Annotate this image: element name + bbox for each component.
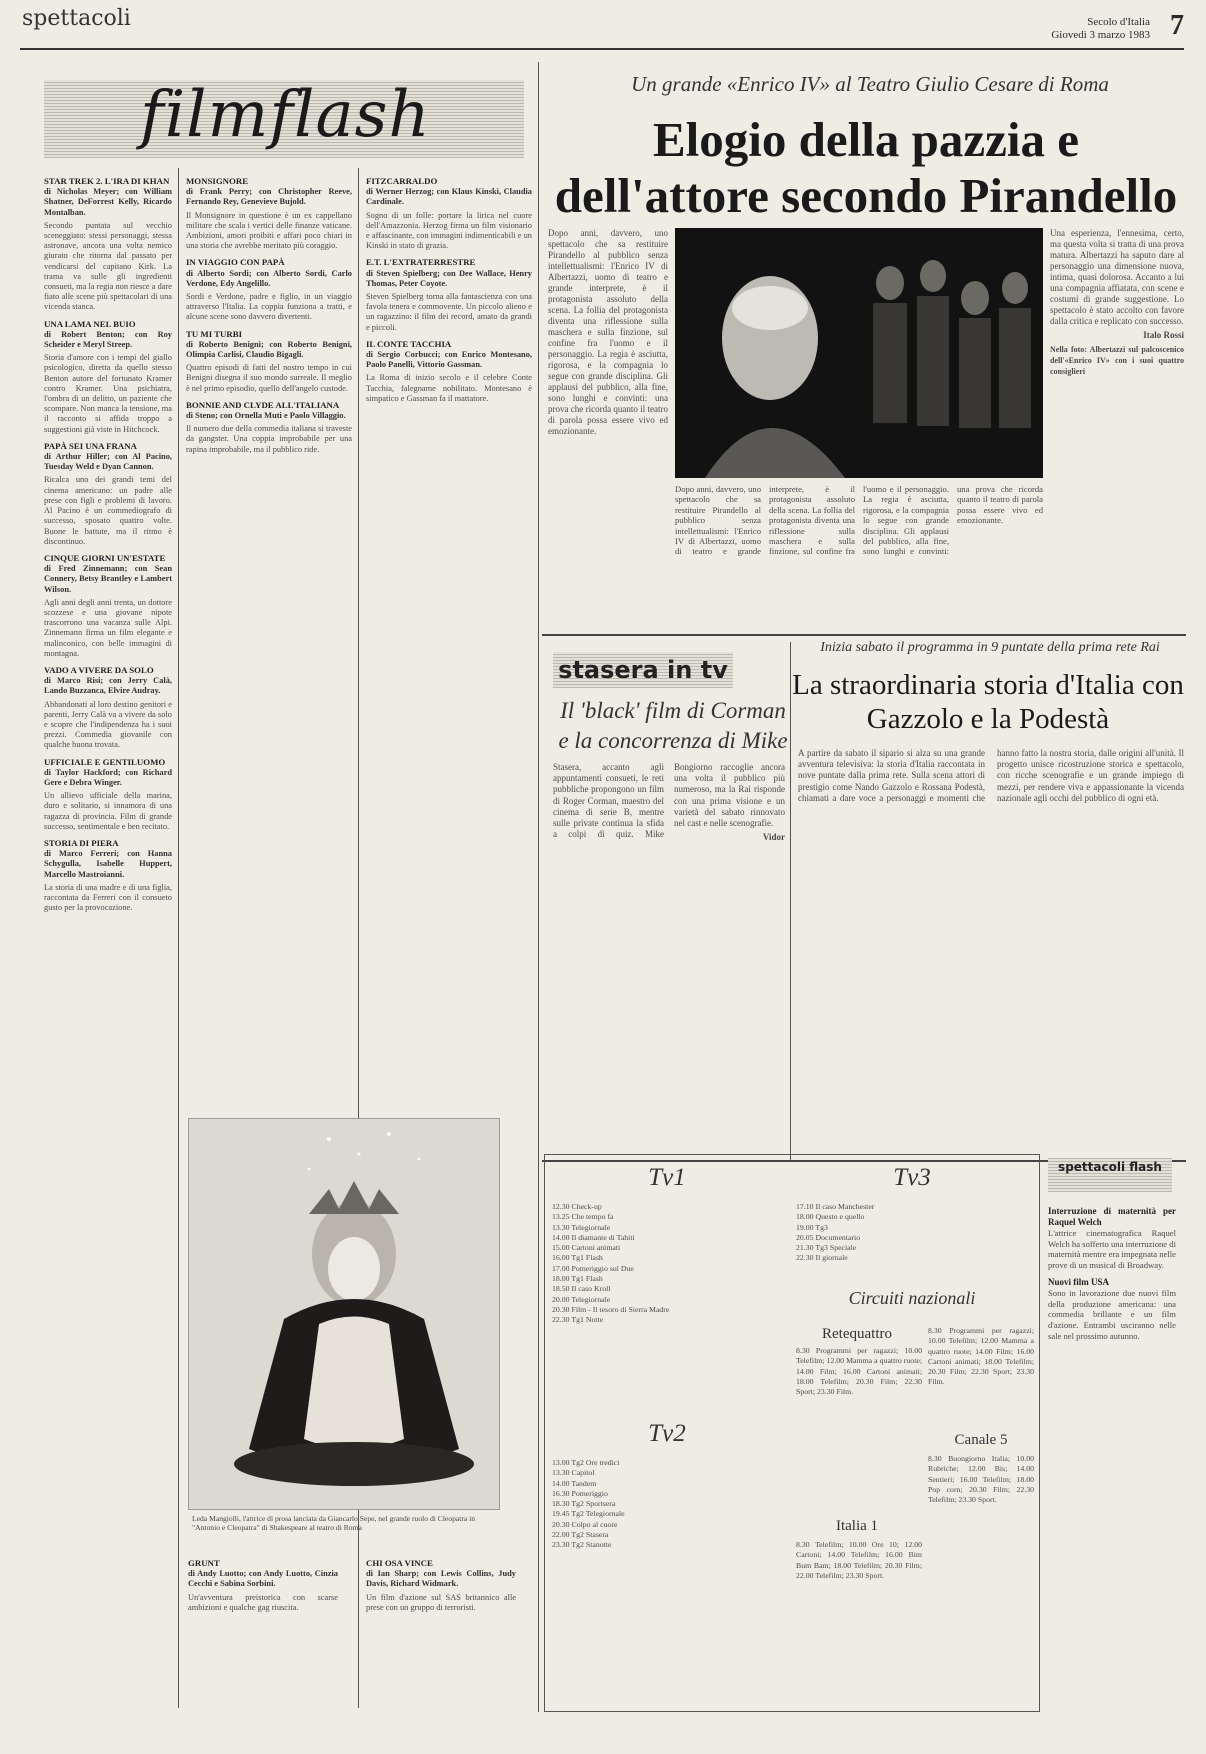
masthead bbox=[1051, 16, 1150, 42]
tv1-listing: 12.30 Check-up 13.25 Che tempo fa 13.30 Telegiornale 14.00 Il diamante di Tahiti 15.00 Cartoni animati 16.00 Tg1 Flash 17.00 Pomeriggio sul Due 18.00 Tg1 Flash 18.50 Il caso Kroll 20.00 Telegiornale 20.30 Film - Il tesoro di Sierra Madre 22.30 Tg1 Notte bbox=[552, 1202, 670, 1325]
stage-illustration bbox=[675, 228, 1043, 478]
stasera-body: Stasera, accanto agli appuntamenti consueti, le reti pubbliche propongono un film di Roger Corman, maestro del cinema di serie B, mentre sulle private continua la sfida a colpi di quiz. Mike Bongiorno raccoglie ancora una volta il pubblico più numeroso, ma la Rai risponde con una prima visione e un varietà del sabato rinnovato nel cast e nelle scenografie. Vidor bbox=[553, 762, 785, 843]
review: UFFICIALE E GENTILUOMO di Taylor Hackford; con Richard Gere e Debra Winger. Un allievo ufficiale della marina, duro e solitario, si innamora di una ragazza di provincia. Film di grande successo, sentimentale e ben recitato. bbox=[44, 756, 172, 831]
page-number: 7 bbox=[1170, 10, 1184, 41]
review: IN VIAGGIO CON PAPÀ di Alberto Sordi; con Alberto Sordi, Carlo Verdone, Edy Angelillo. Sordi e Verdone, padre e figlio, in un viaggio attraverso l'Italia. La coppia funziona a tratti, e alcune scene sono davvero divertenti. bbox=[186, 257, 352, 322]
retequattro-title: Retequattro bbox=[822, 1326, 892, 1342]
filmflash-column-3-bottom bbox=[366, 1552, 516, 1712]
review: STORIA DI PIERA di Marco Ferreri; con Hanna Schygulla, Isabelle Huppert, Marcello Mastroianni. La storia di una madre e di una figlia, raccontata da Ferreri con il consueto gusto per la provocazione. bbox=[44, 837, 172, 913]
retequattro-listing-cont: 8.30 Programmi per ragazzi; 10.00 Telefilm; 12.00 Mamma a quattro ruote; 14.00 Film; 16.00 Cartoni animati; 18.00 Telefilm; 20.30 Film; 22.30 Sport; 23.30 Film. bbox=[928, 1326, 1034, 1387]
stasera-signature: Vidor bbox=[762, 832, 785, 843]
flash-item: Nuovi film USA Sono in lavorazione due nuovi film della produzione americana: una commedia brillante e un film d'azione. Entrambi usciranno nelle sale nel prossimo autunno. bbox=[1048, 1276, 1176, 1341]
top-rule bbox=[20, 48, 1184, 50]
actress-illustration bbox=[189, 1119, 500, 1510]
spettacoli-flash-column bbox=[1048, 1200, 1176, 1710]
tv3-title: Tv3 bbox=[893, 1164, 931, 1191]
photo-albertazzi bbox=[675, 228, 1043, 478]
review: E.T. L'EXTRATERRESTRE di Steven Spielberg; con Dee Wallace, Henry Thomas, Peter Coyote. Steven Spielberg torna alla fantascienza con una favola tenera e commovente. Un piccolo alieno e un ragazzino: il film dei record, amato da grandi e piccoli. bbox=[366, 257, 532, 332]
photo-actress-caption: Leda Mangiolli, l'attrice di prosa lanciata da Giancarlo Sepe, nel grande ruolo di Cleopatra in "Antonio e Cleopatra" di Shakespeare al teatro di Roma bbox=[192, 1514, 476, 1532]
review: MONSIGNORE di Frank Perry; con Christopher Reeve, Fernando Rey, Genevieve Bujold. Il Monsignore in questione è un ex cappellano militare che scala i vertici delle finanze vaticane. Ambizioni, amori proibiti e affari poco chiari in una storia che avrebbe meritato più coraggio. bbox=[186, 176, 352, 251]
canale5-title: Canale 5 bbox=[954, 1432, 1008, 1448]
review: VADO A VIVERE DA SOLO di Marco Risi; con Jerry Calà, Lando Buzzanca, Elvire Audray. Abbandonati al loro destino genitori e parenti, Jerry Calà va a vivere da solo e scopre che l'indipendenza ha i suoi prezzi. Commedia giovanile con qualche buona trovata. bbox=[44, 664, 172, 750]
filmflash-column-2 bbox=[186, 170, 352, 1110]
section-label: spettacoli bbox=[22, 6, 131, 31]
review: UNA LAMA NEL BUIO di Robert Benton; con Roy Scheider e Meryl Streep. Storia d'amore con i tempi del giallo psicologico, diretta da quello stesso Benton autore del fortunato Kramer contro Kramer. Una psichiatra, l'ombra di un delitto, un paziente che scompare. Non manca la tensione, ma il racconto si affida troppo a suggestioni già viste in Hitchcock. bbox=[44, 318, 172, 434]
italia-body: A partire da sabato il sipario si alza su una grande avventura televisiva: la storia d'Italia raccontata in nove puntate dalla prima rete. Sulla scena attori di prestigio come Nando Gazzolo e Rossana Podestà, chiamati a dare voce a personaggi e momenti che hanno fatto la nostra storia, dalle origini all'unità. Il progetto unisce ricostruzione storica e spettacolo, con ricche scenografie e un grande impiego di mezzi, per rendere viva e appassionante la vicenda nazionale agli occhi del pubblico di ogni età. bbox=[798, 748, 1184, 803]
issue-date: Giovedì 3 marzo 1983 bbox=[1051, 29, 1150, 41]
circuiti-title: Circuiti nazionali bbox=[848, 1288, 976, 1308]
filmflash-column-2-bottom bbox=[188, 1552, 338, 1712]
retequattro-listing: 8.30 Programmi per ragazzi; 10.00 Telefilm; 12.00 Mamma a quattro ruote; 14.00 Film; 16.00 Cartoni animati; 18.00 Telefilm; 20.30 Film; 22.30 Sport; 23.30 Film. bbox=[796, 1346, 922, 1397]
stasera-title: stasera in tv bbox=[558, 656, 728, 684]
tv2-listing: 13.00 Tg2 Ore tredici 13.30 Capitol 14.00 Tandem 16.30 Pomeriggio 18.30 Tg2 Sportsera 19.45 Tg2 Telegiornale 20.30 Colpo al cuore 22.00 Tg2 Stasera 23.30 Tg2 Stanotte bbox=[552, 1458, 625, 1550]
tv3-listing: 17.10 Il caso Manchester 18.00 Questo e quello 19.00 Tg3 20.05 Documentario 21.30 Tg3 Speciale 22.30 Il giornale bbox=[796, 1202, 875, 1263]
review: FITZCARRALDO di Werner Herzog; con Klaus Kinski, Claudia Cardinale. Sogno di un folle: portare la lirica nel cuore dell'Amazzonia. Herzog firma un film visionario e affascinante, con immagini indimenticabili e un Kinski in stato di grazia. bbox=[366, 176, 532, 251]
enrico-signature: Italo Rossi bbox=[1143, 330, 1184, 340]
enrico-side-column: Una esperienza, l'ennesima, certo, ma questa volta si tratta di una prova matura. Albertazzi ha saputo dare al personaggio una dimensione nuova, intima, quasi dolorosa. Accanto a lui una compagnia affiatata, con scene e costumi di grande suggestione. Lo spettacolo è stato accolto con favore dalla critica e replicato con successo. Italo Rossi Nella foto: Albertazzi sul palcoscenico dell'«Enrico IV» con i suoi quattro consiglieri bbox=[1050, 228, 1184, 376]
italia-headline: La straordinaria storia d'Italia con Gazzolo e la Podestà bbox=[792, 669, 1184, 735]
italia-kicker: Inizia sabato il programma in 9 puntate della prima rete Rai bbox=[820, 640, 1160, 655]
paper-name: Secolo d'Italia bbox=[1087, 16, 1150, 28]
enrico-body-lower: Dopo anni, davvero, uno spettacolo che sa restituire Pirandello al pubblico senza intellettualismi: l'Enrico IV di Albertazzi, uomo di teatro e grande interprete, è il protagonista assoluto della scena. La follia del protagonista diventa una riflessione sulla maschera e sulla finzione, sul confine fra l'uomo e il personaggio. La regia è asciutta, rigorosa, e la compagnia lo segue con grande disciplina. Gli applausi del pubblico, alla fine, sono lunghi e convinti: una prova che ricorda quanto il teatro di parola possa essere vivo ed emozionante. bbox=[675, 484, 1043, 557]
filmflash-column-1 bbox=[44, 170, 172, 1710]
filmflash-title: filmflash bbox=[140, 78, 431, 152]
review: CINQUE GIORNI UN'ESTATE di Fred Zinnemann; con Sean Connery, Betsy Brantley e Lambert Wilson. Agli anni degli anni trenta, un dottore scozzese e una giovane nipote trascorrono una vacanza sulle Alpi. Zinnemann firma un film elegante e malinconico, con belle immagini di montagna. bbox=[44, 552, 172, 658]
spettacoli-flash-banner: spettacoli flash bbox=[1048, 1158, 1172, 1192]
column-rule bbox=[538, 62, 539, 1712]
column-rule bbox=[178, 168, 179, 1708]
enrico-headline: Elogio della pazzia e dell'attore secondo Pirandello bbox=[554, 112, 1178, 223]
filmflash-column-3 bbox=[366, 170, 532, 1110]
tv1-title: Tv1 bbox=[648, 1164, 686, 1191]
review: STAR TREK 2. L'IRA DI KHAN di Nicholas Meyer; con William Shatner, DeForrest Kelly, Ricardo Montalban. Secondo puntata sul vecchio sceneggiato: stessi personaggi, stessa astronave, ancora una volta nemico giurato che ritorna dal passato per vendicarsi del capitano Kirk. La trama va sulle gli ingredienti consueti, ma la regia non riesce a dare fiato alle scene più spettacolari di una vicenda stanca. bbox=[44, 176, 172, 312]
canale5-listing: 8.30 Buongiorno Italia; 10.00 Rubriche; 12.00 Bis; 14.00 Sentieri; 16.00 Telefilm; 18.00 Pop corn; 20.30 Film; 22.30 Telefilm; 23.30 Sport. bbox=[928, 1454, 1034, 1505]
enrico-photo-caption: Nella foto: Albertazzi sul palcoscenico dell'«Enrico IV» con i suoi quattro consiglieri bbox=[1050, 345, 1184, 376]
section-rule bbox=[542, 634, 1186, 636]
tv2-title: Tv2 bbox=[648, 1420, 686, 1447]
review: CHI OSA VINCE di Ian Sharp; con Lewis Collins, Judy Davis, Richard Widmark. Un film d'azione sul SAS britannico alle prese con un gruppo di terroristi. bbox=[366, 1558, 516, 1612]
italia1-title: Italia 1 bbox=[835, 1518, 879, 1534]
stasera-headline: Il 'black' film di Corman e la concorrenza di Mike bbox=[558, 698, 788, 753]
italia1-listing: 8.30 Telefilm; 10.00 Ore 10; 12.00 Cartoni; 14.00 Telefilm; 16.00 Bim Bum Bam; 18.00 Telefilm; 20.30 Film; 22.00 Telefilm; 23.30 Sport. bbox=[796, 1540, 922, 1580]
photo-actress bbox=[188, 1118, 500, 1510]
enrico-body-col-1: Dopo anni, davvero, uno spettacolo che sa restituire Pirandello al pubblico senza intellettualismi: l'Enrico IV di Albertazzi, uomo di teatro e grande interprete, è il protagonista assoluto della scena. La follia del protagonista diventa una riflessione sulla maschera e sulla finzione, sul confine fra l'uomo e il personaggio. La regia è asciutta, rigorosa, e la compagnia lo segue con grande disciplina. Gli applausi del pubblico, alla fine, sono lunghi e convinti: una prova che ricorda quanto il teatro di parola possa essere vivo ed emozionante. bbox=[548, 228, 668, 436]
enrico-kicker: Un grande «Enrico IV» al Teatro Giulio Cesare di Roma bbox=[631, 72, 1109, 96]
flash-item: Interruzione di maternità per Raquel Welch L'attrice cinematografica Raquel Welch ha sofferto una interruzione di maternità mentre era impegnata nelle prove di un musical di Broadway. bbox=[1048, 1206, 1176, 1270]
review: BONNIE AND CLYDE ALL'ITALIANA di Steno; con Ornella Muti e Paolo Villaggio. Il numero due della commedia italiana si traveste da gangster. Una coppia improbabile per una rapina improbabile, ma il pubblico ride. bbox=[186, 399, 352, 454]
review: PAPÀ SEI UNA FRANA di Arthur Hiller; con Al Pacino, Tuesday Weld e Dyan Cannon. Ricalca uno dei grandi temi del cinema americano: un padre alle prese con figli e problemi di lavoro. Al Pacino è un commediografo di successo, sposato quattro volte. Buone le battute, ma il ritmo è discontinuo. bbox=[44, 440, 172, 546]
review: GRUNT di Andy Luotto; con Andy Luotto, Cinzia Cecchi e Sabina Sorbini. Un'avventura preistorica con scarse ambizioni e qualche gag riuscita. bbox=[188, 1558, 338, 1612]
review: TU MI TURBI di Roberto Benigni; con Roberto Benigni, Olimpia Carlisi, Claudio Bigagli. Quattro episodi di fatti del nostro tempo in cui Benigni disegna il suo mondo surreale. Il meglio è nel primo episodio, quello dell'angelo custode. bbox=[186, 328, 352, 393]
review: IL CONTE TACCHIA di Sergio Corbucci; con Enrico Montesano, Paolo Panelli, Vittorio Gassman. La Roma di inizio secolo e il celebre Conte Tacchia, falegname nobilitato. Montesano è simpatico e Gassman fa il mattatore. bbox=[366, 338, 532, 403]
